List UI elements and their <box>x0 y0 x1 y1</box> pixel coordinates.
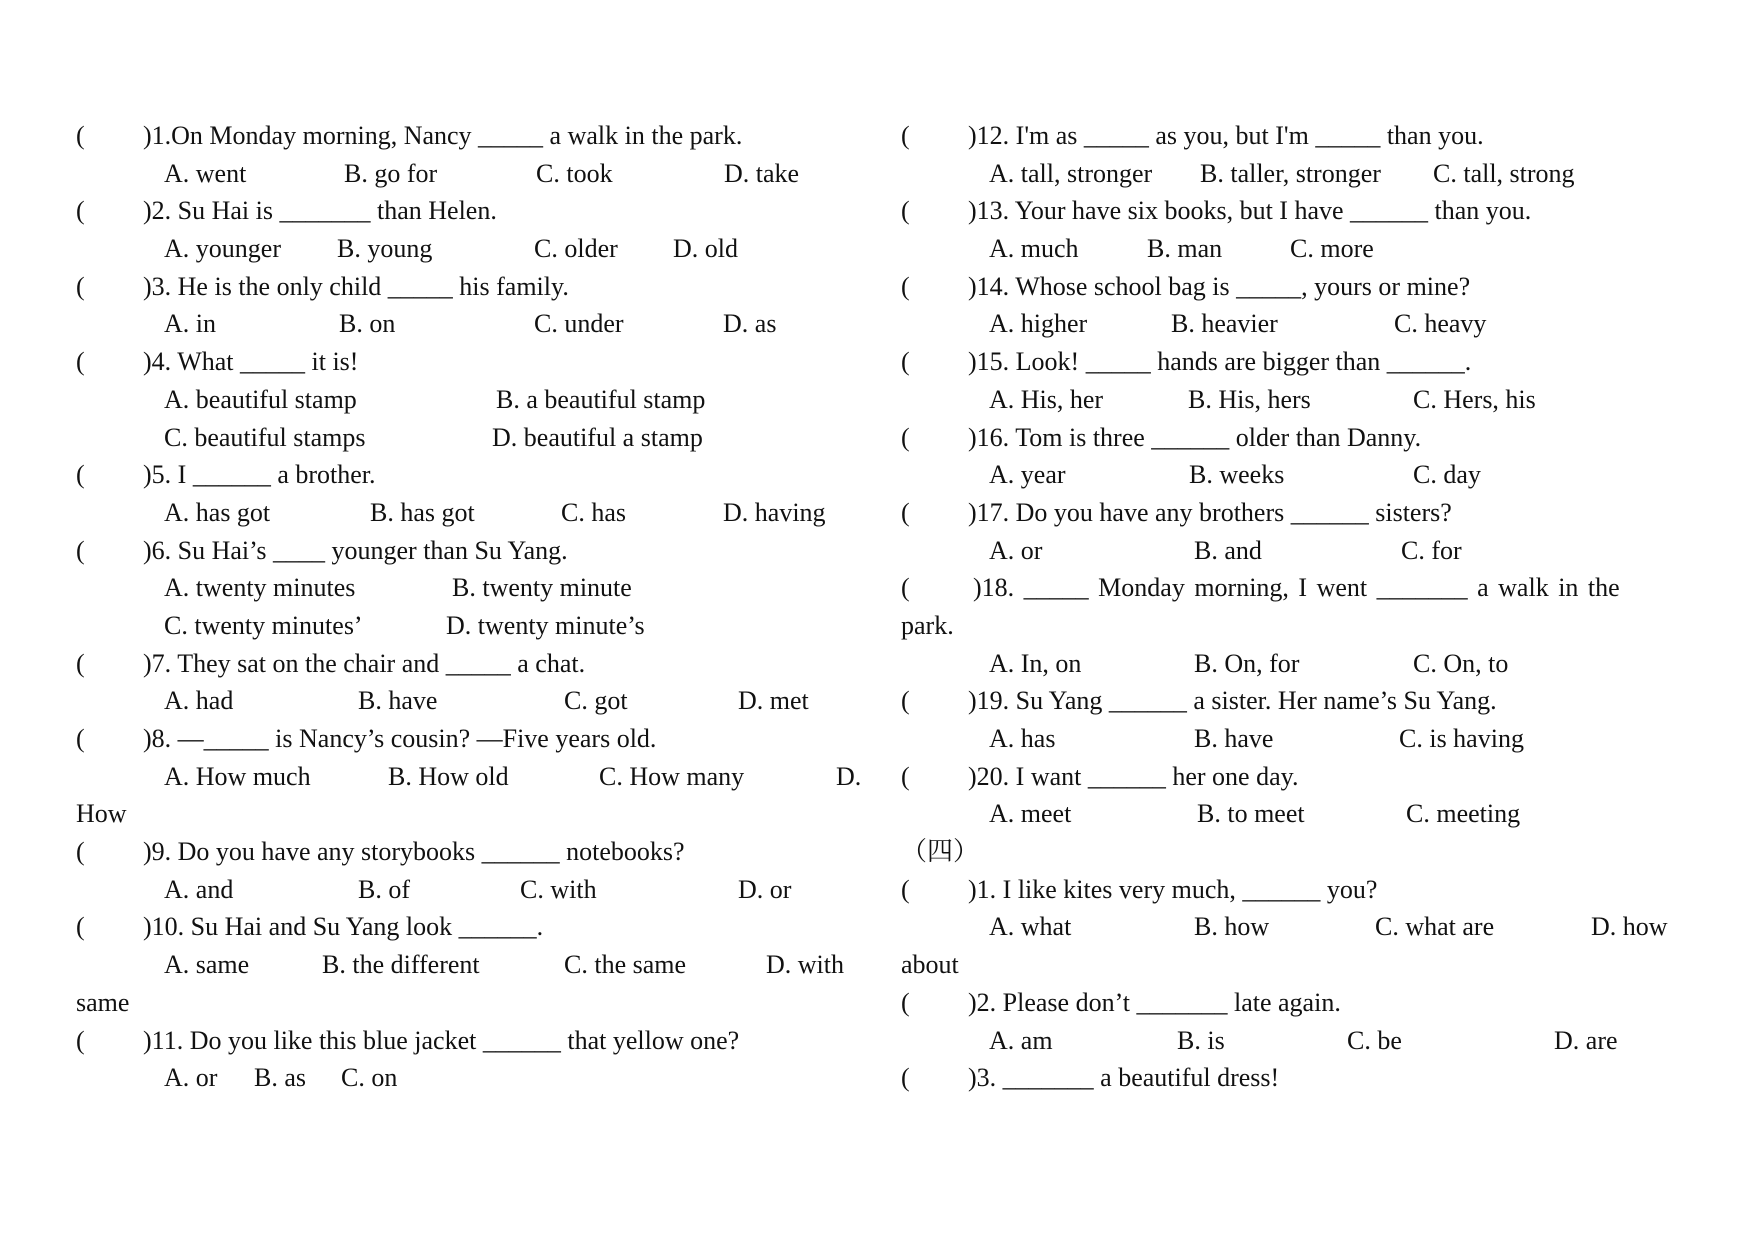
question-line <box>901 871 1691 909</box>
option: B. have <box>358 686 438 716</box>
option: C. what are <box>1375 912 1495 942</box>
answer-bracket: ( <box>76 648 85 678</box>
answer-bracket: ( <box>901 874 910 904</box>
answer-bracket: ( <box>76 724 85 753</box>
answer-bracket: ( <box>76 535 85 565</box>
answer-bracket: ( <box>901 497 910 527</box>
option: D. <box>836 761 862 791</box>
option: D. old <box>673 234 738 264</box>
option: C. day <box>1413 460 1481 490</box>
option: B. man <box>1147 234 1223 264</box>
options-line <box>76 946 876 984</box>
question-text: )20. I want ______ her one day. <box>968 761 1299 791</box>
options-line <box>76 871 876 909</box>
options-line <box>76 494 876 532</box>
option: A. am <box>989 1025 1053 1055</box>
option: C. twenty minutes’ <box>164 610 363 640</box>
question-line <box>76 532 876 570</box>
question-text: )14. Whose school bag is _____, yours or mine? <box>968 271 1471 301</box>
option: C. beautiful stamps <box>164 422 366 452</box>
option: A. had <box>164 686 234 716</box>
answer-bracket: ( <box>76 271 85 301</box>
question-line <box>76 1022 876 1060</box>
option: D. twenty minute’s <box>446 610 645 640</box>
wrapped-line <box>76 984 876 1022</box>
option: D. beautiful a stamp <box>492 422 703 452</box>
option: A. His, her <box>989 384 1104 414</box>
option: C. the same <box>564 950 687 980</box>
option: C. On, to <box>1413 648 1509 678</box>
question-text: )11. Do you like this blue jacket ______ that yellow one? <box>143 1025 740 1055</box>
question-line <box>901 758 1691 796</box>
option: B. On, for <box>1194 648 1300 678</box>
option: B. how <box>1194 912 1270 942</box>
question-line <box>76 268 876 306</box>
option: B. is <box>1177 1025 1225 1055</box>
question-text: )3. He is the only child _____ his family. <box>143 271 569 301</box>
wrapped-text: park. <box>901 610 954 640</box>
option: B. young <box>337 234 433 264</box>
options-line <box>76 758 876 796</box>
option: A. year <box>989 460 1066 490</box>
options-line <box>76 155 876 193</box>
question-text: )13. Your have six books, but I have ______ than you. <box>968 196 1532 226</box>
option: C. took <box>536 158 613 188</box>
question-text: )17. Do you have any brothers ______ sisters? <box>968 497 1452 527</box>
wrapped-text: about <box>901 950 959 980</box>
option: C. older <box>534 234 618 264</box>
question-text: )3. _______ a beautiful dress! <box>968 1063 1280 1093</box>
options-line <box>76 305 876 343</box>
option: C. got <box>564 686 628 716</box>
option: A. meet <box>989 799 1072 829</box>
option: B. taller, stronger <box>1200 158 1381 188</box>
answer-bracket: ( <box>901 761 910 791</box>
options-line <box>901 155 1691 193</box>
answer-bracket: ( <box>901 347 910 377</box>
question-text: )1.On Monday morning, Nancy _____ a walk in the park. <box>143 121 743 150</box>
option: A. much <box>989 234 1079 264</box>
option: B. a beautiful stamp <box>496 384 706 414</box>
option: B. to meet <box>1197 799 1305 829</box>
option: B. have <box>1194 724 1274 753</box>
option: A. How much <box>164 761 311 791</box>
question-text: )16. Tom is three ______ older than Danny. <box>968 422 1422 452</box>
option: A. or <box>989 535 1043 565</box>
answer-bracket: ( <box>76 837 85 867</box>
answer-bracket: ( <box>76 347 85 377</box>
option: C. under <box>534 309 624 339</box>
question-line <box>901 419 1691 457</box>
option: A. younger <box>164 234 281 264</box>
options-line <box>901 381 1691 419</box>
answer-bracket: ( <box>901 686 910 716</box>
answer-bracket: ( <box>901 987 910 1017</box>
options-line <box>76 230 876 268</box>
option: D. met <box>738 686 809 716</box>
question-text: )18. _____ Monday morning, I went _______ a walk in the <box>973 573 1620 603</box>
answer-bracket: ( <box>76 196 85 226</box>
option: A. has got <box>164 497 271 527</box>
option: A. beautiful stamp <box>164 384 357 414</box>
options-line <box>901 720 1691 758</box>
option: D. how <box>1591 912 1668 942</box>
question-text: )6. Su Hai’s ____ younger than Su Yang. <box>143 535 568 565</box>
option: D. with <box>766 950 844 980</box>
question-line <box>76 192 876 230</box>
option: C. tall, strong <box>1433 158 1575 188</box>
option: A. went <box>164 158 247 188</box>
answer-bracket: ( <box>901 196 910 226</box>
question-line <box>901 984 1691 1022</box>
question-text: )12. I'm as _____ as you, but I'm _____ than you. <box>968 121 1484 150</box>
option: C. heavy <box>1394 309 1487 339</box>
section-heading: （四） <box>901 837 980 867</box>
option: C. on <box>341 1063 398 1093</box>
option: A. what <box>989 912 1072 942</box>
options-line <box>901 645 1691 683</box>
option: B. heavier <box>1171 309 1278 339</box>
option: A. higher <box>989 309 1088 339</box>
option: A. twenty minutes <box>164 573 356 603</box>
wrapped-text: same <box>76 987 130 1017</box>
options-line <box>76 1059 876 1097</box>
question-line <box>76 908 876 946</box>
options-line <box>76 607 876 645</box>
question-line <box>901 494 1691 532</box>
option: C. for <box>1401 535 1462 565</box>
option: C. more <box>1290 234 1374 264</box>
option: D. are <box>1554 1025 1618 1055</box>
section-heading-line <box>901 833 1691 871</box>
question-line <box>901 343 1691 381</box>
question-text: )10. Su Hai and Su Yang look ______. <box>143 912 544 942</box>
answer-bracket: ( <box>901 1063 910 1093</box>
options-line <box>76 419 876 457</box>
question-line <box>901 268 1691 306</box>
option: B. and <box>1194 535 1262 565</box>
option: D. or <box>738 874 792 904</box>
question-text: )9. Do you have any storybooks ______ notebooks? <box>143 837 685 867</box>
right-column <box>901 117 1691 1097</box>
option: C. is having <box>1399 724 1524 753</box>
question-line <box>901 1059 1691 1097</box>
option: B. twenty minute <box>452 573 632 603</box>
option: A. or <box>164 1063 218 1093</box>
options-line <box>901 305 1691 343</box>
options-line <box>76 381 876 419</box>
question-text: )8. —_____ is Nancy’s cousin? —Five years old. <box>143 724 657 753</box>
options-line <box>901 795 1691 833</box>
question-line <box>76 117 876 155</box>
option: B. has got <box>370 497 475 527</box>
question-line <box>901 569 1691 607</box>
options-line <box>901 456 1691 494</box>
question-line <box>76 720 876 758</box>
answer-bracket: ( <box>76 912 85 942</box>
option: B. How old <box>388 761 509 791</box>
option: A. same <box>164 950 250 980</box>
answer-bracket: ( <box>76 121 85 150</box>
question-line <box>901 192 1691 230</box>
options-line <box>901 230 1691 268</box>
answer-bracket: ( <box>901 573 910 603</box>
option: B. go for <box>344 158 438 188</box>
option: C. has <box>561 497 626 527</box>
answer-bracket: ( <box>76 460 85 490</box>
options-line <box>76 569 876 607</box>
answer-bracket: ( <box>901 121 910 150</box>
option: A. In, on <box>989 648 1082 678</box>
option: D. as <box>723 309 777 339</box>
answer-bracket: ( <box>901 422 910 452</box>
option: C. Hers, his <box>1413 384 1536 414</box>
option: C. with <box>520 874 597 904</box>
option: B. of <box>358 874 410 904</box>
wrapped-line <box>901 607 1691 645</box>
option: B. weeks <box>1189 460 1285 490</box>
question-text: )1. I like kites very much, ______ you? <box>968 874 1378 904</box>
option: C. How many <box>599 761 745 791</box>
option: B. His, hers <box>1188 384 1311 414</box>
wrapped-text: How <box>76 799 127 829</box>
question-line <box>76 343 876 381</box>
options-line <box>901 532 1691 570</box>
options-line <box>76 682 876 720</box>
options-line <box>901 1022 1691 1060</box>
option: D. having <box>723 497 826 527</box>
left-column <box>76 117 876 1097</box>
option: C. be <box>1347 1025 1402 1055</box>
option: A. tall, stronger <box>989 158 1153 188</box>
question-text: )15. Look! _____ hands are bigger than ______. <box>968 347 1472 377</box>
question-line <box>901 117 1691 155</box>
option: D. take <box>724 158 800 188</box>
question-text: )2. Su Hai is _______ than Helen. <box>143 196 497 226</box>
question-text: )19. Su Yang ______ a sister. Her name’s Su Yang. <box>968 686 1497 716</box>
option: B. as <box>254 1063 306 1093</box>
wrapped-line <box>901 946 1691 984</box>
question-text: )7. They sat on the chair and _____ a chat. <box>143 648 586 678</box>
question-text: )2. Please don’t _______ late again. <box>968 987 1341 1017</box>
option: A. has <box>989 724 1056 753</box>
option: A. and <box>164 874 234 904</box>
answer-bracket: ( <box>76 1025 85 1055</box>
option: B. on <box>339 309 396 339</box>
options-line <box>901 908 1691 946</box>
question-text: )5. I ______ a brother. <box>143 460 376 490</box>
question-line <box>76 833 876 871</box>
question-line <box>76 645 876 683</box>
answer-bracket: ( <box>901 271 910 301</box>
option: C. meeting <box>1406 799 1521 829</box>
question-line <box>901 682 1691 720</box>
question-line <box>76 456 876 494</box>
option: B. the different <box>322 950 480 980</box>
question-text: )4. What _____ it is! <box>143 347 359 377</box>
wrapped-line <box>76 795 876 833</box>
option: A. in <box>164 309 216 339</box>
